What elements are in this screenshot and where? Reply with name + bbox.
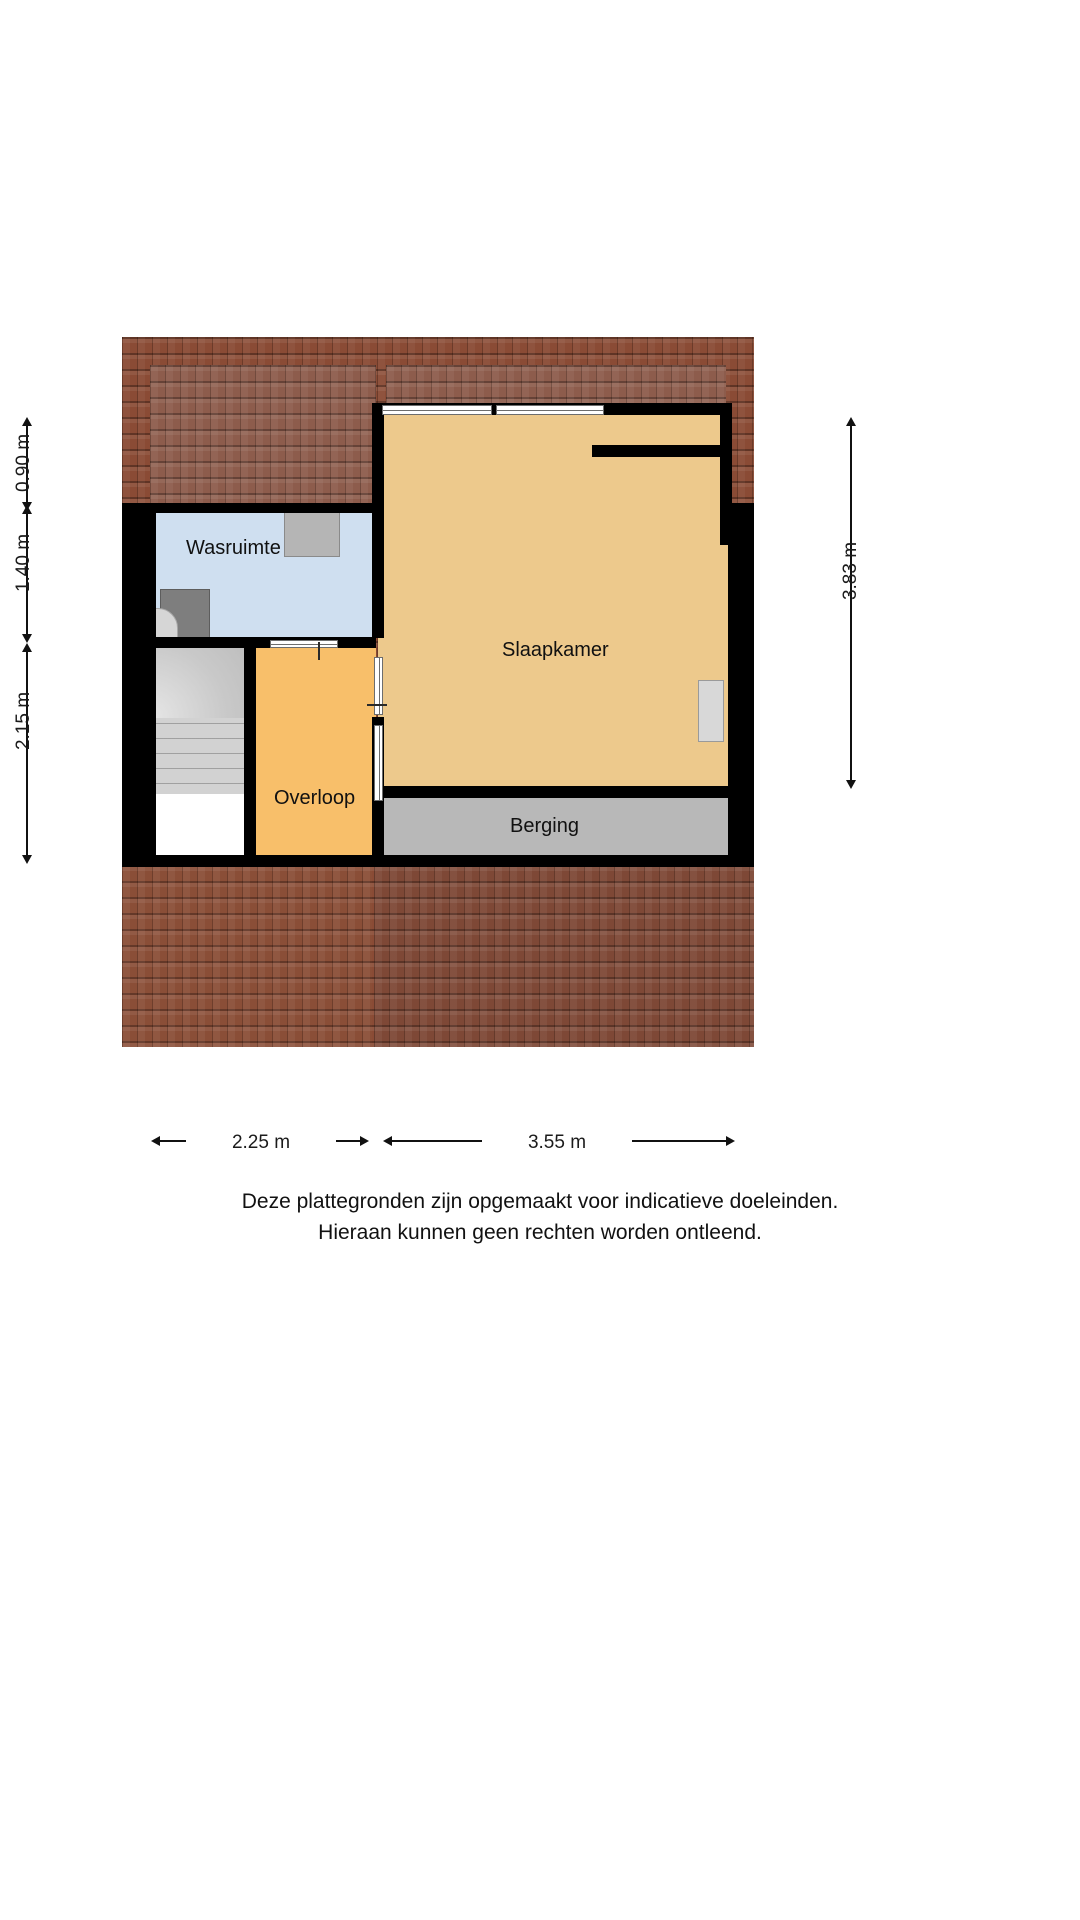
room-label-berging: Berging bbox=[510, 815, 579, 837]
radiator-icon bbox=[698, 680, 724, 742]
wall-bedroom-step bbox=[592, 445, 732, 457]
dimarrow-left-215-bottom bbox=[22, 855, 32, 864]
disclaimer-line-2: Hieraan kunnen geen rechten worden ontleend. bbox=[318, 1221, 762, 1244]
dimarrow-bottom-355-left bbox=[383, 1136, 392, 1146]
door-berging-to-overloop bbox=[374, 725, 383, 801]
dimarrow-right-383-top bbox=[846, 417, 856, 426]
wall-vertical-bedroom-left-upper bbox=[372, 403, 384, 513]
washer-appliance-icon bbox=[284, 509, 340, 557]
wall-bottom-right bbox=[372, 855, 754, 867]
door-bedroom-to-overloop bbox=[374, 657, 383, 715]
dimarrow-left-140-bottom bbox=[22, 634, 32, 643]
room-label-wasruimte: Wasruimte bbox=[186, 537, 281, 559]
wall-staircase-right bbox=[244, 648, 256, 860]
staircase-winder bbox=[150, 648, 254, 718]
dimarrow-right-383-bottom bbox=[846, 780, 856, 789]
dimension-bottom-3-55: 3.55 m bbox=[482, 1132, 632, 1154]
dimension-left-1-40: 1.40 m bbox=[13, 533, 34, 593]
dimension-right-3-83: 3.83 m bbox=[840, 541, 861, 601]
wall-bedroom-right-upper bbox=[720, 403, 732, 451]
wall-bedroom-left-lower bbox=[372, 513, 384, 638]
dimarrow-bottom-355-right bbox=[726, 1136, 735, 1146]
wall-between-wasruimte-overloop bbox=[150, 637, 376, 648]
room-label-slaapkamer: Slaapkamer bbox=[502, 639, 609, 661]
window-bedroom-top-left bbox=[382, 405, 492, 415]
floorplan-drawing bbox=[122, 337, 754, 1047]
door-swing-tick-bedroom bbox=[367, 704, 387, 706]
dimarrow-left-215-top bbox=[22, 643, 32, 652]
dimension-left-0-90: 0.90 m bbox=[13, 433, 34, 493]
dimarrow-bottom-225-left bbox=[151, 1136, 160, 1146]
wall-left-outer bbox=[122, 503, 156, 867]
dimarrow-left-140-top bbox=[22, 505, 32, 514]
dimension-bottom-2-25: 2.25 m bbox=[186, 1132, 336, 1154]
room-label-overloop: Overloop bbox=[274, 787, 356, 809]
wall-top-left bbox=[150, 503, 376, 513]
roof-panel-lower-left bbox=[122, 865, 372, 1047]
door-wasruimte bbox=[270, 640, 338, 648]
wall-berging-top bbox=[372, 786, 732, 798]
room-area-overloop bbox=[254, 648, 376, 860]
dimarrow-bottom-225-right bbox=[360, 1136, 369, 1146]
staircase-opening bbox=[150, 794, 254, 860]
roof-panel-lower-right bbox=[374, 865, 754, 1047]
wall-right-outer bbox=[728, 537, 754, 867]
door-swing-tick-wasruimte bbox=[318, 642, 320, 660]
dimension-left-2-15: 2.15 m bbox=[13, 691, 34, 751]
window-bedroom-top-right bbox=[496, 405, 604, 415]
disclaimer-line-1: Deze plattegronden zijn opgemaakt voor indicatieve doeleinden. bbox=[241, 1190, 839, 1213]
roof-panel-upper-left bbox=[150, 365, 376, 510]
